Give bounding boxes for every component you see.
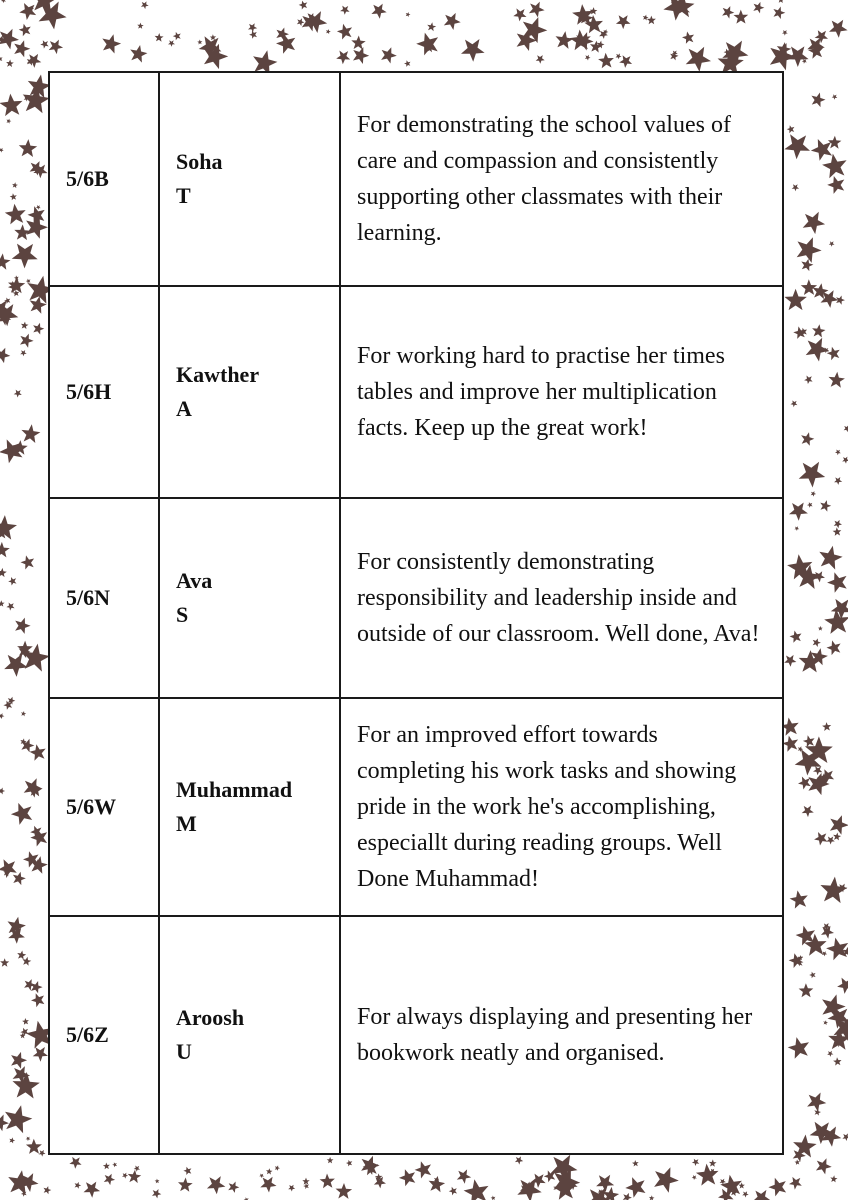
star-icon [288,1185,295,1192]
star-icon [822,154,847,179]
star-icon [457,1169,471,1183]
star-icon [0,348,10,363]
star-icon [753,1190,771,1200]
star-icon [5,1105,32,1133]
star-icon [790,631,802,643]
star-icon [536,55,545,64]
star-icon [768,1178,786,1197]
star-icon [0,713,4,719]
star-icon [833,1057,841,1065]
star-icon [336,1183,353,1199]
star-icon [31,981,43,993]
star-icon [155,1179,160,1184]
star-icon [834,477,842,485]
student-name-cell [159,698,340,916]
star-icon [832,94,838,100]
star-icon [801,279,817,295]
class-cell: 5/6Z [49,916,159,1154]
star-icon [778,0,785,3]
star-icon [14,390,22,398]
star-icon [784,134,810,159]
star-icon [491,1196,496,1200]
star-icon [556,31,574,49]
star-icon [789,953,803,968]
star-icon [830,1175,837,1182]
star-icon [21,711,26,716]
star-icon [616,15,631,29]
star-icon [415,1161,432,1178]
star-icon [346,1160,352,1167]
student-name-cell [159,72,340,286]
student-name-cell [159,916,340,1154]
star-icon [623,1193,632,1200]
star-icon [822,722,831,731]
star-icon [709,1159,717,1166]
star-icon [806,338,830,362]
student-initial: S [176,602,189,627]
star-icon [782,736,798,752]
student-name-cell [159,498,340,698]
award-reason-cell: For consistently demonstrating responsibility and leadership inside and outside of our classroom. Well done, Ava! [340,498,783,698]
star-icon [787,46,809,67]
star-icon [4,654,28,677]
star-icon [21,555,35,569]
star-icon [260,1177,276,1193]
star-icon [789,503,808,521]
star-icon [427,22,436,31]
star-icon [26,1137,31,1142]
star-icon [228,1182,239,1193]
student-first-name: Muhammad [176,777,293,802]
star-icon [696,1164,719,1186]
star-icon [0,788,5,795]
star-icon [404,60,411,67]
star-icon [40,40,48,48]
star-icon [183,1167,191,1175]
star-icon [784,655,796,667]
star-icon [155,33,164,42]
star-icon [36,205,41,210]
student-initial: M [176,811,197,836]
star-icon [337,24,352,40]
star-icon [340,6,350,15]
star-icon [320,1174,335,1189]
star-icon [327,1157,334,1164]
star-icon [26,279,31,284]
star-icon [802,59,807,64]
star-icon [275,1165,280,1170]
star-icon [819,546,842,570]
star-icon [550,1155,577,1182]
awards-table [48,71,784,1155]
star-icon [632,1160,639,1167]
star-icon [23,957,32,966]
class-cell: 5/6N [49,498,159,698]
star-icon [26,1139,42,1154]
star-icon [14,224,30,240]
student-initial: A [176,396,192,421]
star-icon [266,1168,273,1174]
star-icon [8,577,16,586]
star-icon [6,603,14,611]
star-icon [811,491,816,497]
star-icon [837,978,848,994]
star-icon [794,526,799,531]
star-icon [799,983,814,997]
star-icon [598,53,614,68]
star-icon [692,1159,699,1166]
student-initial: U [176,1039,192,1064]
star-icon [803,212,825,234]
star-icon [804,376,813,385]
star-icon [336,51,350,65]
star-icon [299,1,308,10]
table-row [49,698,783,916]
star-icon [643,15,649,21]
star-icon [799,462,826,488]
star-icon [13,872,26,885]
table-row [49,72,783,286]
star-icon [19,3,36,20]
star-icon [49,40,63,55]
star-icon [811,93,825,108]
star-icon [823,1020,828,1025]
star-icon [827,176,844,194]
star-icon [515,1156,523,1164]
star-icon [20,334,34,348]
star-icon [353,47,369,64]
award-reason-cell: For an improved effort towards completing his work tasks and showing pride in the work he's accomplishing, especiallt during reading groups. Well Done Muhammad! [340,698,783,916]
star-icon [654,1167,679,1193]
star-icon [152,1189,161,1198]
star-icon [207,1176,226,1194]
star-icon [197,40,202,45]
star-icon [811,139,832,161]
student-first-name: Soha [176,149,223,174]
star-icon [0,253,11,269]
star-icon [619,55,632,68]
star-icon [112,1162,117,1167]
star-icon [168,40,175,47]
award-reason-cell: For always displaying and presenting her bookwork neatly and organised. [340,916,783,1154]
star-icon [787,554,812,579]
star-icon [791,400,798,407]
star-icon [102,34,121,53]
star-icon [803,735,815,747]
star-icon [826,938,848,961]
star-icon [5,204,26,225]
class-cell: 5/6W [49,698,159,916]
star-icon [824,609,848,634]
student-initial: T [176,183,191,208]
star-icon [297,18,305,26]
star-icon [21,424,40,443]
star-icon [39,1150,46,1157]
star-icon [416,33,438,56]
star-icon [69,1157,81,1169]
star-icon [178,1178,193,1192]
award-reason-cell: For working hard to practise her times tables and improve her multiplication facts. Keep up the great work! [340,286,783,498]
star-icon [828,136,842,149]
class-cell: 5/6B [49,72,159,286]
star-icon [835,450,841,456]
star-icon [787,125,795,133]
star-icon [103,1163,110,1170]
star-icon [381,47,397,63]
table-row [49,498,783,698]
star-icon [649,1195,655,1200]
star-icon [829,372,845,388]
star-icon [21,322,29,330]
star-icon [829,241,835,246]
star-icon [259,1174,264,1179]
star-icon [844,425,848,432]
star-icon [0,1115,9,1132]
star-icon [807,502,813,508]
star-icon [682,32,694,44]
star-icon [461,39,485,62]
star-icon [798,777,811,790]
star-icon [809,972,815,979]
star-icon [173,32,181,40]
star-icon [0,148,4,153]
star-icon [10,193,17,200]
class-cell: 5/6H [49,286,159,498]
star-icon [22,1018,29,1025]
star-icon [797,237,822,263]
student-first-name: Ava [176,568,213,593]
star-icon [833,833,841,841]
star-icon [812,324,825,337]
star-icon [834,520,842,528]
star-icon [15,618,31,634]
star-icon [529,2,545,18]
star-icon [44,1186,52,1194]
star-icon [585,55,591,61]
star-icon [842,1133,848,1141]
star-icon [813,638,821,647]
star-icon [0,958,9,967]
star-icon [802,806,814,818]
star-icon [141,1,149,9]
star-icon [807,1093,826,1112]
star-icon [829,20,848,38]
star-icon [833,527,842,536]
star-icon [0,600,5,606]
star-icon [210,34,216,40]
star-icon [842,457,848,464]
star-icon [20,350,27,356]
star-icon [75,1182,82,1189]
star-icon [137,23,144,29]
star-icon [84,1182,101,1198]
star-icon [827,640,841,655]
star-icon [326,29,331,34]
star-icon [11,803,32,825]
star-icon [6,60,14,68]
star-icon [827,572,847,593]
star-icon [33,323,44,335]
star-icon [801,432,814,446]
star-icon [0,542,10,558]
star-icon [7,119,12,124]
star-icon [788,1037,809,1059]
star-icon [17,951,26,960]
star-icon [351,36,365,50]
star-icon [9,1137,15,1143]
student-name-cell [159,286,340,498]
star-icon [0,56,3,62]
star-icon [818,626,823,631]
star-icon [647,16,656,25]
star-icon [827,1051,833,1057]
star-icon [130,45,147,63]
star-icon [406,12,411,17]
star-icon [19,139,37,157]
star-icon [816,1158,832,1174]
star-icon [742,1191,749,1197]
star-icon [753,2,764,14]
star-icon [686,47,711,72]
star-icon [128,1170,142,1183]
star-icon [722,6,734,19]
star-icon [14,40,30,57]
table-row [49,286,783,498]
star-icon [8,277,25,294]
star-icon [795,1160,801,1165]
star-icon [616,53,622,59]
star-icon [773,7,785,20]
star-icon [399,1169,415,1186]
star-icon [302,1178,309,1185]
star-icon [33,1047,48,1062]
star-icon [826,837,835,845]
star-icon [820,500,831,512]
star-icon [248,23,257,32]
star-icon [821,290,839,308]
star-icon [11,1052,27,1069]
star-icon [19,24,31,37]
star-icon [371,4,386,19]
star-icon [789,1177,802,1190]
star-icon [444,13,461,30]
star-icon [464,1179,489,1200]
star-icon [513,8,526,21]
table-row [49,916,783,1154]
star-icon [784,289,806,310]
star-icon [449,1187,457,1196]
star-icon [820,877,847,904]
star-icon [590,7,598,15]
star-icon [31,993,44,1007]
star-icon [104,1174,115,1185]
star-icon [12,182,18,188]
star-icon [361,1156,380,1175]
star-icon [1,0,6,3]
star-icon [734,10,749,24]
star-icon [0,568,7,577]
star-icon [782,30,788,35]
star-icon [790,890,808,908]
star-icon [827,347,840,361]
star-icon [830,815,848,835]
student-first-name: Kawther [176,362,260,387]
star-icon [792,184,799,191]
star-icon [122,1173,128,1179]
star-icon [692,1175,697,1180]
award-reason-cell: For demonstrating the school values of care and compassion and consistently supporting other classmates with their learning. [340,72,783,286]
star-icon [0,94,23,117]
student-first-name: Aroosh [176,1005,245,1030]
star-icon [12,244,38,269]
star-icon [30,744,46,760]
star-icon [814,832,827,846]
